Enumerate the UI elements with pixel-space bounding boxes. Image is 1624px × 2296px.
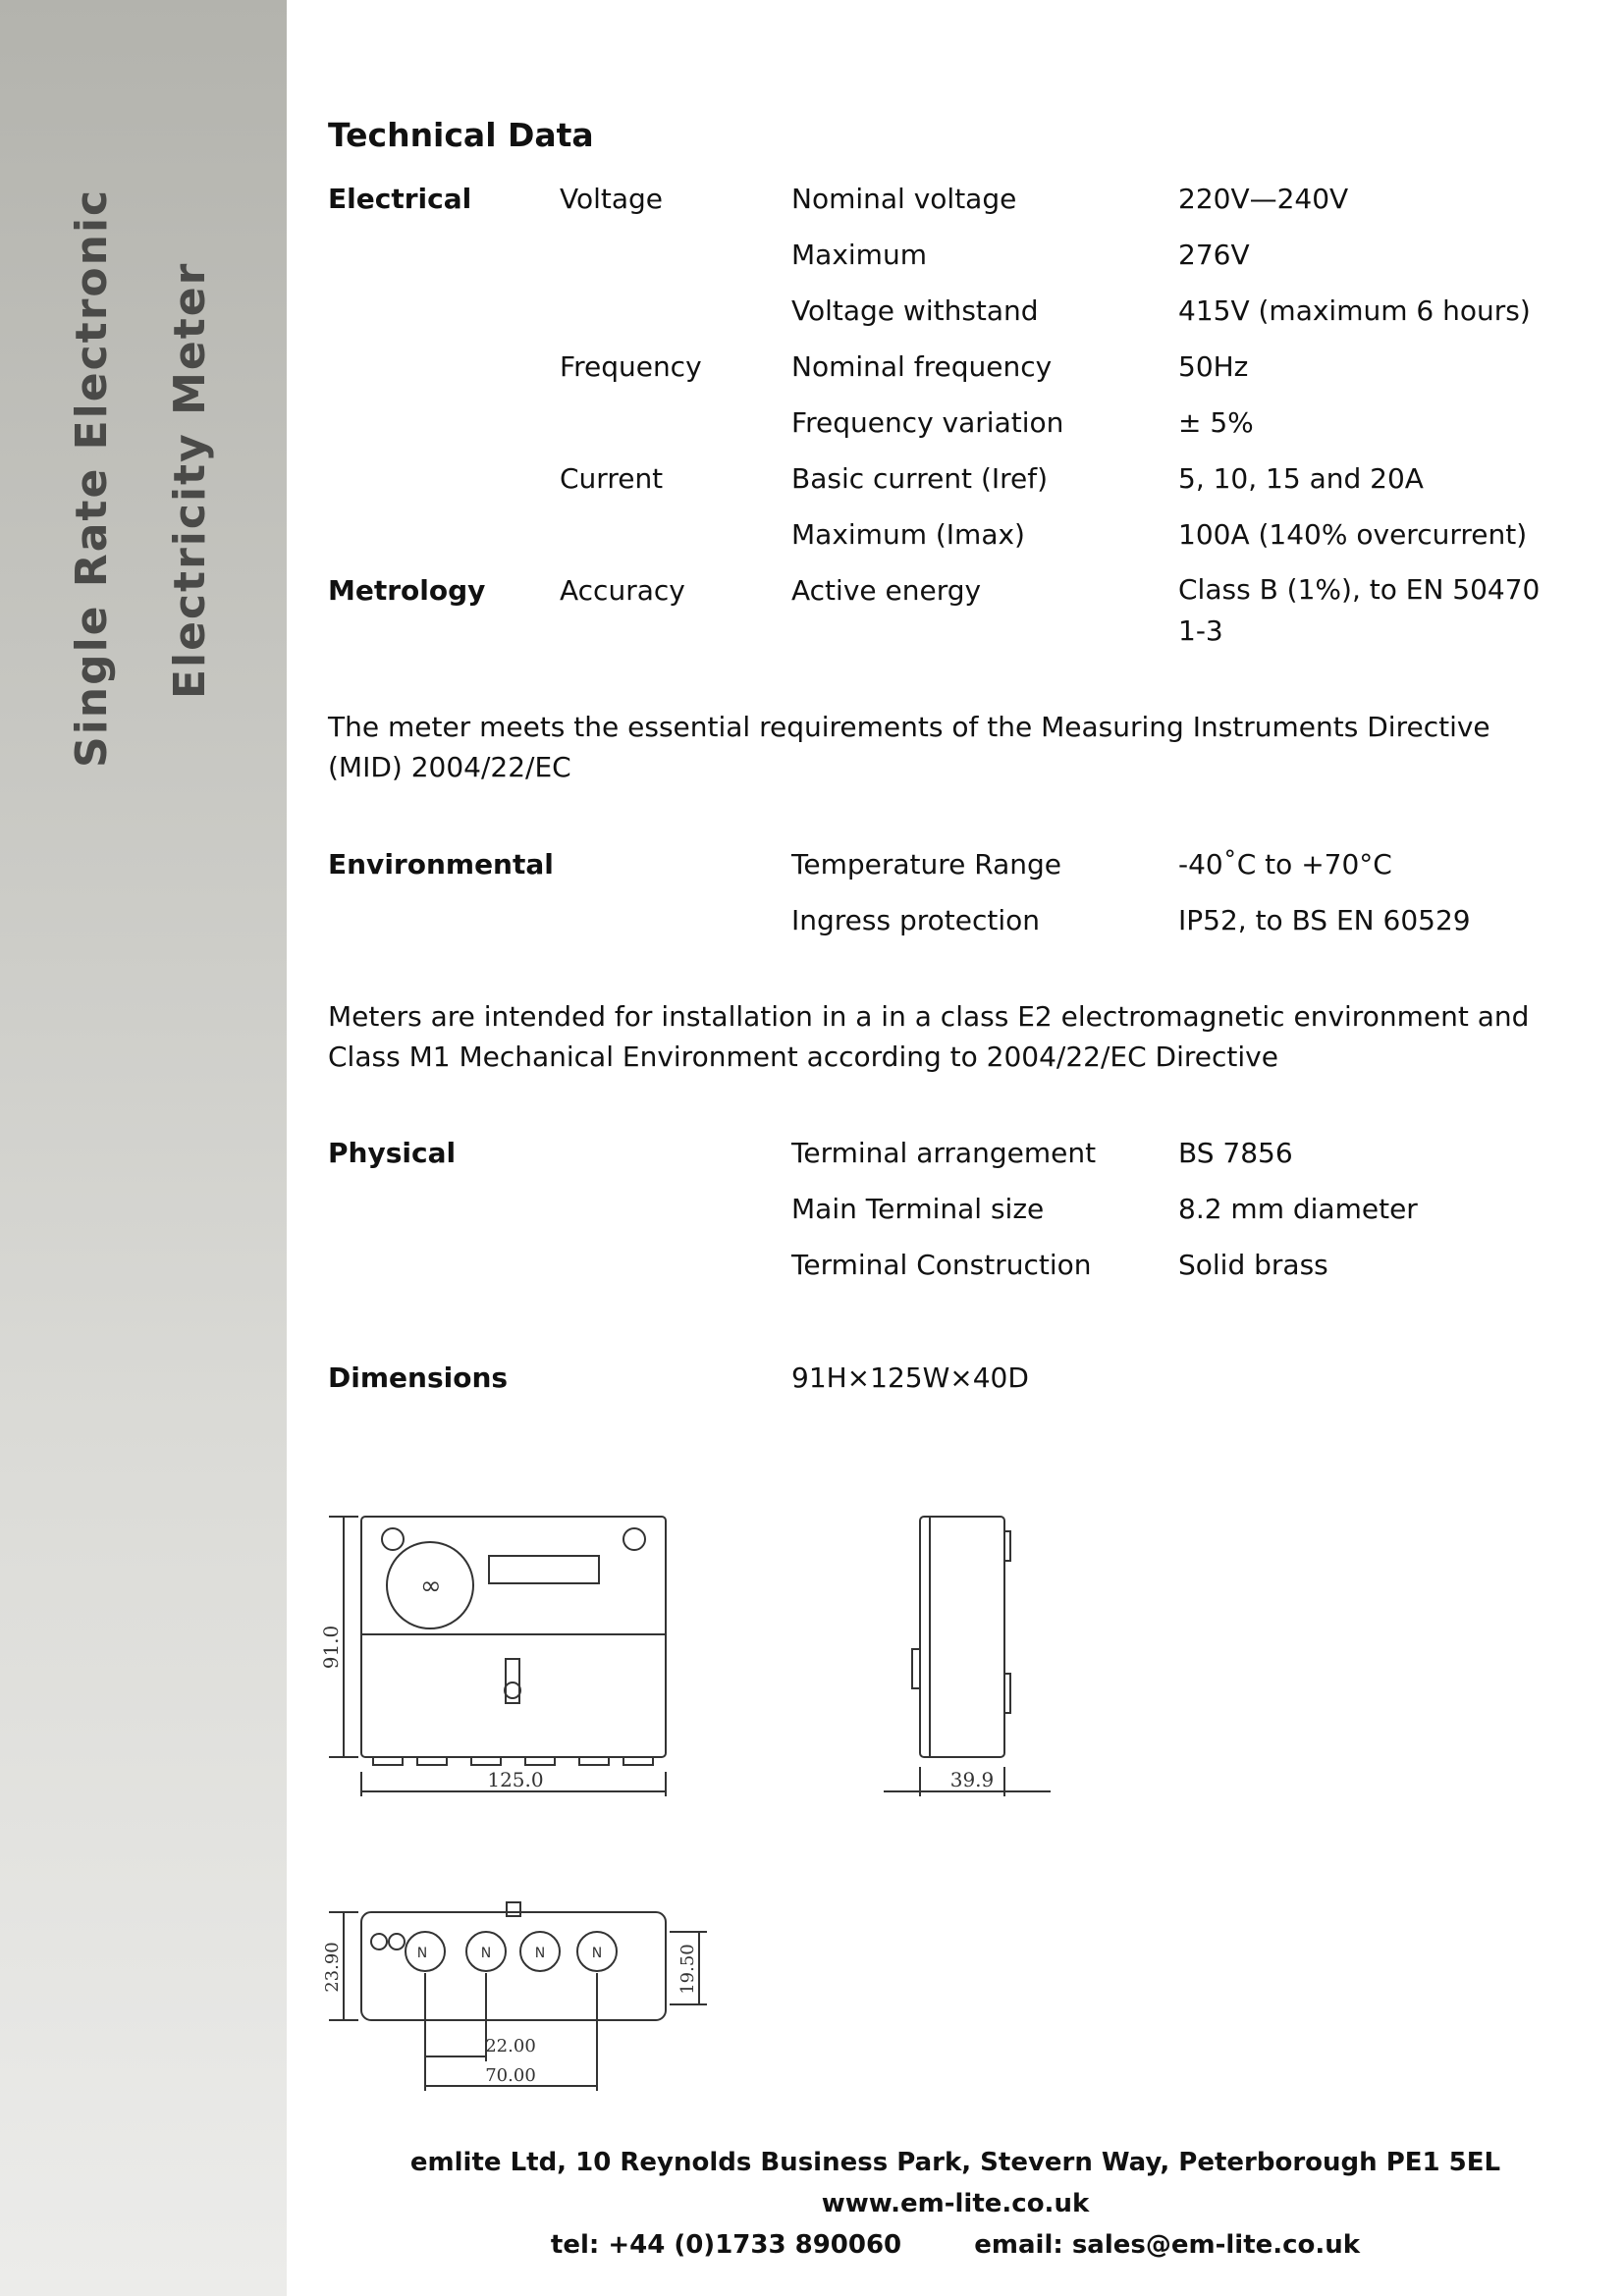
spec-row — [328, 239, 1565, 282]
terminal-label: N — [534, 1946, 546, 1961]
spec-param: Main Terminal size — [791, 1193, 1045, 1225]
infinity-symbol-icon: ∞ — [420, 1572, 442, 1601]
side-clip — [912, 1649, 920, 1688]
terminal-foot — [579, 1757, 609, 1765]
spec-row — [328, 518, 1565, 561]
height-dimension-label: 91.0 — [319, 1625, 343, 1670]
terminal-label: N — [591, 1946, 603, 1961]
terminal-foot — [417, 1757, 447, 1765]
environment-note: Meters are intended for installation in a in a class E2 electromagnetic environment and Class M1 Mechanical Environment according to 2004/22/EC Directive — [328, 1000, 1530, 1073]
bottom-body-outline — [361, 1912, 666, 2020]
spec-value: 100A (140% overcurrent) — [1178, 518, 1528, 551]
spec-value: 220V—240V — [1178, 183, 1349, 215]
spec-value: 276V — [1178, 239, 1250, 271]
spec-param: Nominal frequency — [791, 350, 1053, 383]
terminal-label: N — [480, 1946, 492, 1961]
front-view-drawing — [314, 1502, 677, 1796]
spec-value: 5, 10, 15 and 20A — [1178, 462, 1424, 495]
spec-param: Ingress protection — [791, 904, 1041, 936]
section-label-electrical: Electrical — [328, 183, 472, 215]
sidebar-title-line1: Single Rate Electronic — [67, 187, 117, 768]
terminal-foot — [623, 1757, 653, 1765]
spec-value: ± 5% — [1178, 406, 1254, 439]
spec-value: Class B (1%), to EN 50470 1-3 — [1178, 573, 1541, 647]
spec-row — [328, 294, 1565, 338]
bottom-height-dimension-label: 23.90 — [322, 1942, 343, 1993]
section-label-environmental: Environmental — [328, 848, 554, 881]
spec-param: Terminal arrangement — [791, 1137, 1097, 1169]
bottom-view-drawing — [314, 1895, 727, 2120]
spec-group: Current — [560, 462, 664, 495]
section-label-metrology: Metrology — [328, 574, 486, 607]
depth-dimension-label: 39.9 — [949, 1768, 995, 1791]
pitch-dimension-label: 22.00 — [485, 2036, 536, 2056]
spec-row — [328, 1362, 1565, 1405]
spec-param: Voltage withstand — [791, 294, 1039, 327]
spec-value: BS 7856 — [1178, 1137, 1293, 1169]
spec-row — [328, 574, 1565, 663]
seal-lug — [507, 1902, 520, 1916]
spec-value: 8.2 mm diameter — [1178, 1193, 1418, 1225]
sidebar-title-line2: Electricity Meter — [165, 261, 215, 699]
spec-row — [328, 183, 1565, 226]
spec-param: Nominal voltage — [791, 183, 1017, 215]
spec-row — [328, 1249, 1565, 1292]
terminal-foot — [373, 1757, 403, 1765]
mount-hole-right — [623, 1528, 645, 1550]
spec-value: Solid brass — [1178, 1249, 1328, 1281]
footer-address: emlite Ltd, 10 Reynolds Business Park, Stevern Way, Peterborough PE1 5EL — [409, 2148, 1501, 2177]
terminal-label: N — [416, 1946, 428, 1961]
spec-group: Accuracy — [560, 574, 685, 607]
spec-value: 91H×125W×40D — [791, 1362, 1029, 1394]
lcd-display-window — [489, 1556, 599, 1583]
spec-value: 50Hz — [1178, 350, 1249, 383]
spec-row — [328, 350, 1565, 394]
spec-row — [328, 406, 1565, 450]
section-label-dimensions: Dimensions — [328, 1362, 509, 1394]
page-title: Technical Data — [328, 116, 594, 154]
footer-contact — [287, 2230, 1624, 2260]
aux-terminal — [389, 1934, 405, 1949]
seal-screw — [505, 1682, 520, 1698]
spec-param: Maximum (Imax) — [791, 518, 1025, 551]
footer-tel[interactable]: tel: +44 (0)1733 890060 — [550, 2230, 902, 2260]
spec-param: Maximum — [791, 239, 927, 271]
spec-group: Frequency — [560, 350, 702, 383]
terminal-foot — [471, 1757, 501, 1765]
spec-row — [328, 904, 1565, 947]
spec-group: Voltage — [560, 183, 664, 215]
section-label-physical: Physical — [328, 1137, 457, 1169]
aux-terminal — [371, 1934, 387, 1949]
spec-param: Temperature Range — [791, 848, 1062, 881]
spec-row — [328, 1137, 1565, 1180]
span-dimension-label: 70.00 — [485, 2065, 536, 2086]
terminal-height-dimension-label: 19.50 — [677, 1944, 698, 1995]
spec-value: IP52, to BS EN 60529 — [1178, 904, 1471, 936]
width-dimension-label: 125.0 — [487, 1768, 544, 1791]
meter-body-outline — [361, 1517, 666, 1757]
spec-param: Basic current (Iref) — [791, 462, 1049, 495]
spec-param: Terminal Construction — [791, 1249, 1092, 1281]
terminal-foot — [525, 1757, 555, 1765]
side-tab — [1004, 1531, 1010, 1561]
sidebar — [0, 0, 287, 2296]
side-body-outline — [920, 1517, 1004, 1757]
spec-value: -40˚C to +70°C — [1178, 848, 1392, 881]
mid-note: The meter meets the essential requirements of the Measuring Instruments Directive (MID) 2004/22/EC — [328, 711, 1490, 783]
spec-row — [328, 1193, 1565, 1236]
spec-value: 415V (maximum 6 hours) — [1178, 294, 1531, 327]
spec-row — [328, 462, 1565, 506]
side-view-drawing — [874, 1502, 1060, 1796]
side-tab — [1004, 1674, 1010, 1713]
spec-row — [328, 848, 1565, 891]
footer-email[interactable]: email: sales@em-lite.co.uk — [974, 2230, 1361, 2260]
spec-param: Frequency variation — [791, 406, 1064, 439]
spec-param: Active energy — [791, 574, 982, 607]
footer-website[interactable]: www.em-lite.co.uk — [821, 2189, 1090, 2218]
mount-hole-left — [382, 1528, 404, 1550]
